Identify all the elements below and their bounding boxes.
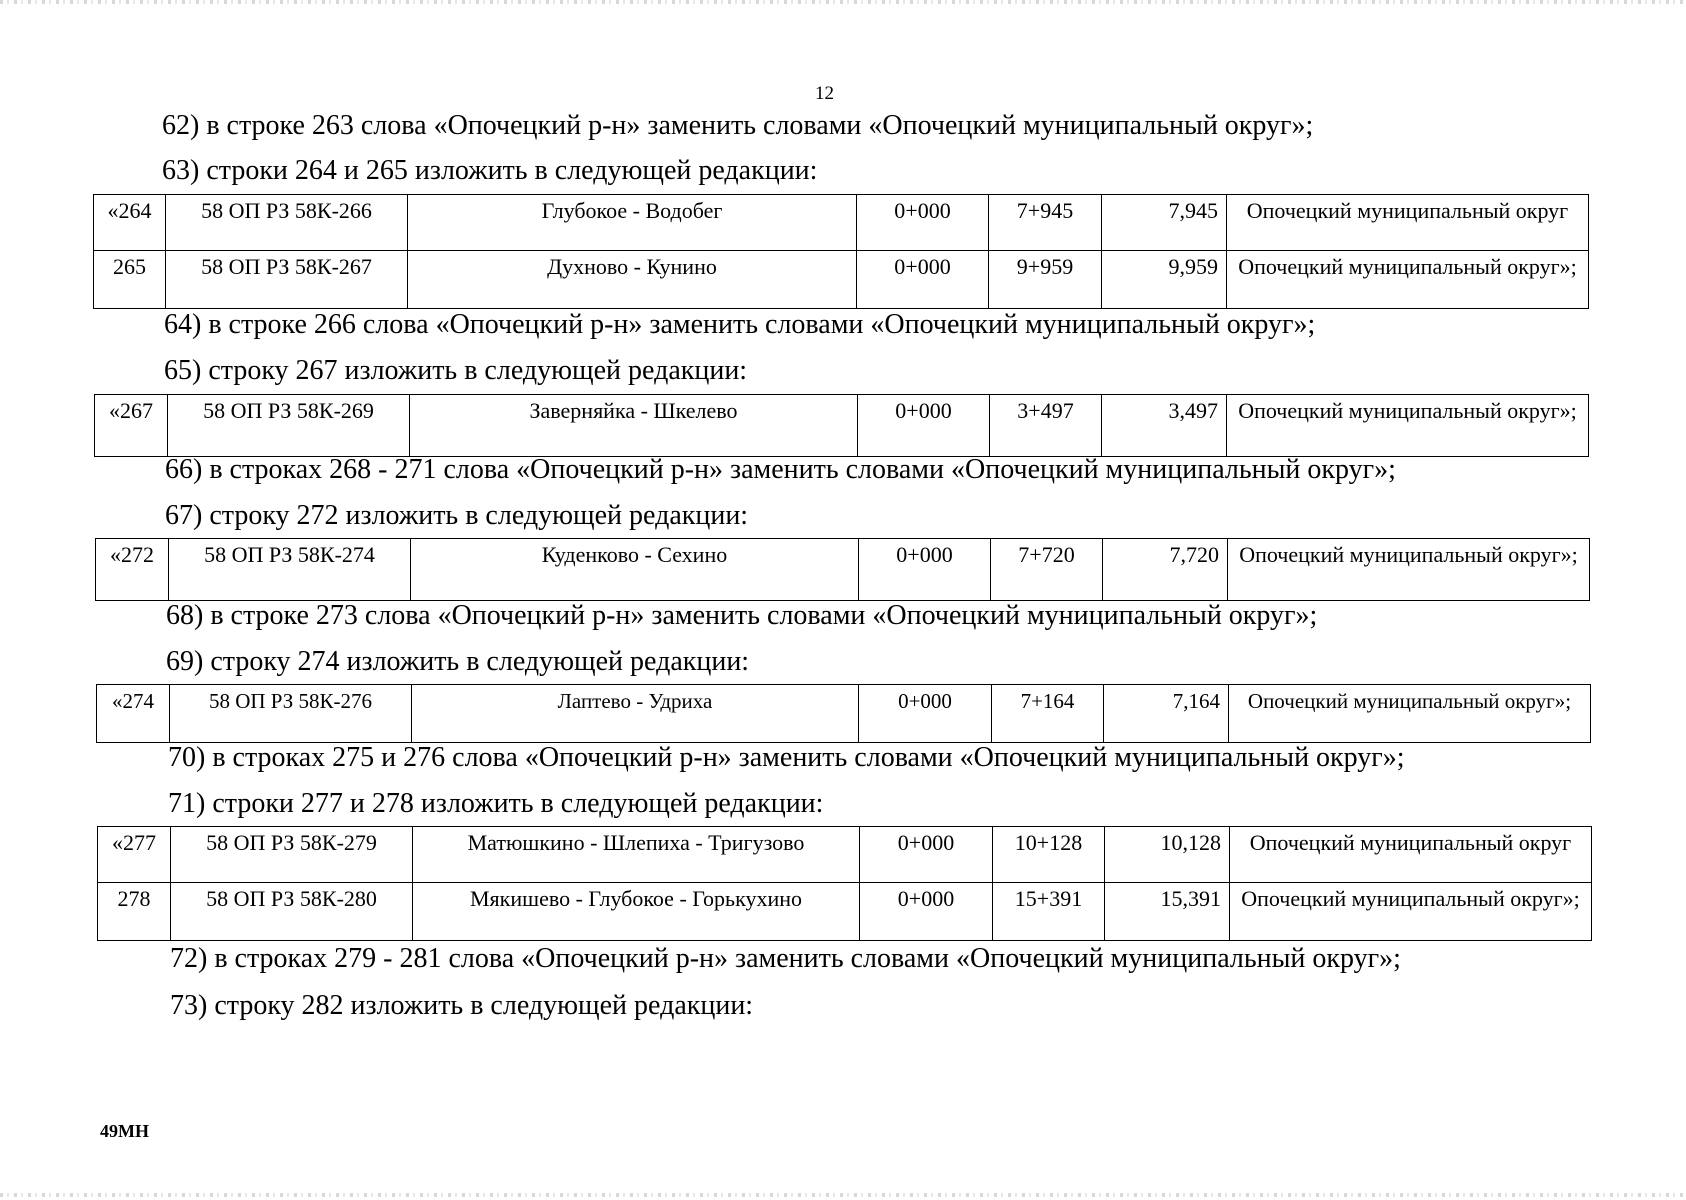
cell-road-name: Заверняйка - Шкелево (410, 395, 858, 457)
cell-start-km: 0+000 (857, 251, 989, 309)
cell-location: Опочецкий муниципальный округ»; (1230, 883, 1592, 941)
cell-road-name: Лаптево - Удриха (412, 685, 859, 743)
paragraph-63: 63) строки 264 и 265 изложить в следующей редакции: (162, 155, 818, 186)
cell-row-number: «272 (96, 539, 169, 601)
cell-end-km: 9+959 (989, 251, 1102, 309)
cell-location: Опочецкий муниципальный округ»; (1229, 685, 1591, 743)
cell-road-name: Глубокое - Водобег (408, 195, 857, 251)
cell-row-number: «267 (95, 395, 168, 457)
paragraph-67: 67) строку 272 изложить в следующей редакции: (165, 500, 749, 531)
cell-length: 9,959 (1102, 251, 1227, 309)
footer-code: 49МН (100, 1121, 149, 1141)
cell-road-name: Куденково - Сехино (411, 539, 859, 601)
cell-row-number: 265 (94, 251, 166, 309)
cell-start-km: 0+000 (860, 883, 993, 941)
cell-row-number: «264 (94, 195, 166, 251)
cell-length: 7,164 (1104, 685, 1229, 743)
scan-edge-top (0, 0, 1686, 4)
cell-start-km: 0+000 (859, 539, 991, 601)
paragraph-65: 65) строку 267 изложить в следующей редакции: (164, 355, 748, 386)
table-row (96, 539, 1590, 601)
paragraph-69: 69) строку 274 изложить в следующей редакции: (166, 646, 750, 677)
cell-road-name: Матюшкино - Шлепиха - Тригузово (413, 827, 860, 883)
cell-road-name: Духново - Кунино (408, 251, 857, 309)
cell-end-km: 10+128 (993, 827, 1105, 883)
cell-location: Опочецкий муниципальный округ»; (1228, 539, 1590, 601)
table-rows-264-265 (93, 194, 1589, 309)
table-row (97, 685, 1591, 743)
paragraph-68: 68) в строке 273 слова «Опочецкий р-н» заменить словами «Опочецкий муниципальный округ»; (166, 600, 1318, 631)
cell-start-km: 0+000 (859, 685, 992, 743)
table-row (94, 195, 1589, 251)
cell-end-km: 3+497 (990, 395, 1102, 457)
cell-road-id: 58 ОП РЗ 58К-267 (166, 251, 408, 309)
table-row-274 (96, 684, 1591, 743)
cell-road-id: 58 ОП РЗ 58К-274 (169, 539, 411, 601)
table-rows-277-278 (97, 826, 1592, 941)
cell-end-km: 7+164 (992, 685, 1104, 743)
cell-road-id: 58 ОП РЗ 58К-269 (168, 395, 410, 457)
cell-length: 7,945 (1102, 195, 1227, 251)
paragraph-70: 70) в строках 275 и 276 слова «Опочецкий р-н» заменить словами «Опочецкий муниципальный округ»; (168, 742, 1405, 773)
cell-length: 10,128 (1105, 827, 1230, 883)
scan-edge-bottom (0, 1193, 1686, 1197)
cell-row-number: «274 (97, 685, 170, 743)
cell-start-km: 0+000 (857, 195, 989, 251)
cell-end-km: 15+391 (993, 883, 1105, 941)
cell-length: 3,497 (1102, 395, 1227, 457)
cell-location: Опочецкий муниципальный округ (1227, 195, 1589, 251)
cell-road-id: 58 ОП РЗ 58К-276 (170, 685, 412, 743)
paragraph-71: 71) строки 277 и 278 изложить в следующей редакции: (168, 788, 824, 819)
paragraph-62: 62) в строке 263 слова «Опочецкий р-н» заменить словами «Опочецкий муниципальный округ»; (162, 110, 1314, 141)
table-row-272 (95, 538, 1590, 601)
table-row (94, 251, 1589, 309)
paragraph-66: 66) в строках 268 - 271 слова «Опочецкий р-н» заменить словами «Опочецкий муниципальный округ»; (165, 454, 1396, 485)
paragraph-73: 73) строку 282 изложить в следующей редакции: (170, 990, 754, 1021)
table-row-267 (94, 394, 1589, 457)
paragraph-64: 64) в строке 266 слова «Опочецкий р-н» заменить словами «Опочецкий муниципальный округ»; (164, 309, 1316, 340)
cell-start-km: 0+000 (860, 827, 993, 883)
cell-road-id: 58 ОП РЗ 58К-266 (166, 195, 408, 251)
cell-end-km: 7+945 (989, 195, 1102, 251)
page-number: 12 (815, 83, 834, 104)
cell-location: Опочецкий муниципальный округ»; (1227, 395, 1589, 457)
cell-location: Опочецкий муниципальный округ»; (1227, 251, 1589, 309)
cell-end-km: 7+720 (991, 539, 1103, 601)
cell-location: Опочецкий муниципальный округ (1230, 827, 1592, 883)
cell-row-number: «277 (98, 827, 171, 883)
table-row (98, 883, 1592, 941)
table-row (98, 827, 1592, 883)
paragraph-72: 72) в строках 279 - 281 слова «Опочецкий р-н» заменить словами «Опочецкий муниципальный округ»; (170, 943, 1401, 974)
cell-length: 15,391 (1105, 883, 1230, 941)
cell-road-name: Мякишево - Глубокое - Горькухино (413, 883, 860, 941)
cell-length: 7,720 (1103, 539, 1228, 601)
cell-start-km: 0+000 (858, 395, 990, 457)
table-row (95, 395, 1589, 457)
cell-road-id: 58 ОП РЗ 58К-279 (171, 827, 413, 883)
cell-road-id: 58 ОП РЗ 58К-280 (171, 883, 413, 941)
cell-row-number: 278 (98, 883, 171, 941)
